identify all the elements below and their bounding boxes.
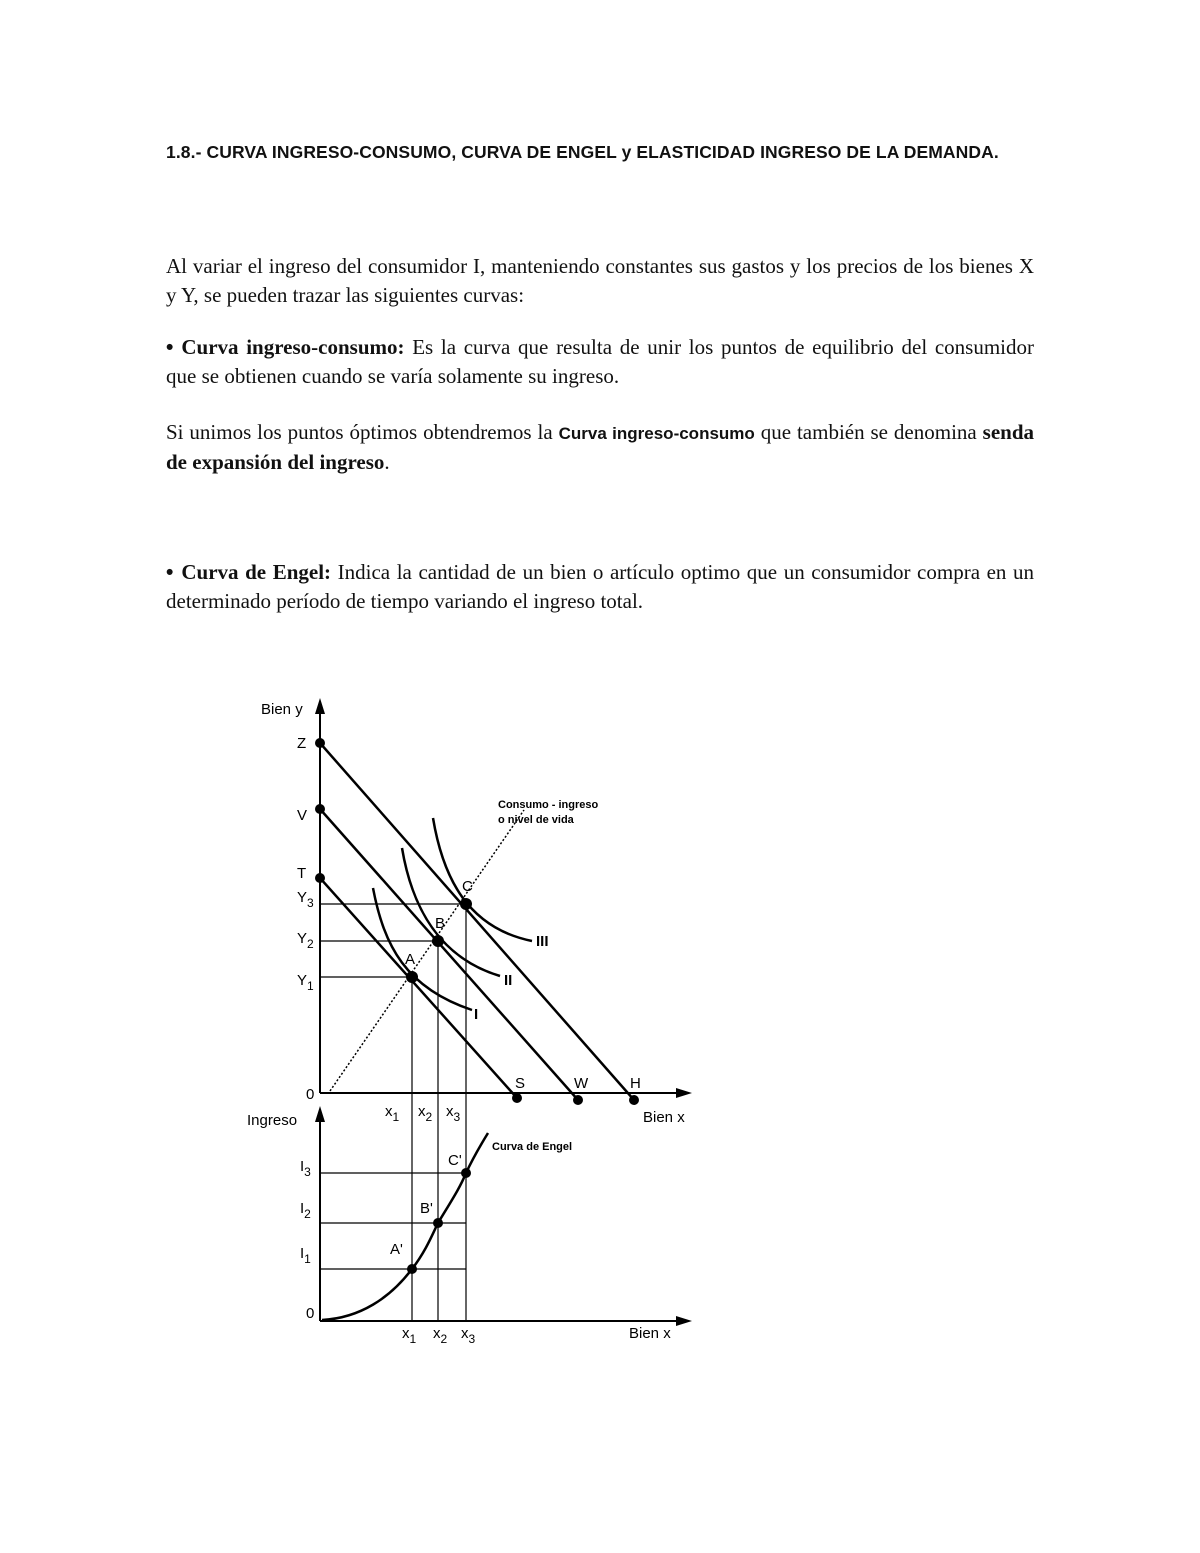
label-I1-sub: 1 [304,1252,311,1266]
x-axis-label-bottom: Bien x [629,1325,671,1342]
label-x1-top-base: x [385,1103,393,1120]
label-I2 [300,1200,311,1221]
label-III: III [536,933,549,950]
section-heading: 1.8.- CURVA INGRESO-CONSUMO, CURVA DE ENGEL y ELASTICIDAD INGRESO DE LA DEMANDA. [166,142,999,162]
point-A [406,971,418,983]
term-senda-expansion: senda de expansión del ingreso [166,420,1035,474]
definition-text: Indica la cantidad de un bien o artículo optimo que un consumidor compra en un determinado período de tiempo variando el ingreso total. [166,560,1035,613]
label-A: A [405,951,416,968]
engel-curve-label: Curva de Engel [492,1141,573,1153]
point-Z [315,738,325,748]
optimal-points-paragraph [166,418,1034,477]
arrow-icon [315,1106,325,1122]
indifference-curve-III [433,818,532,941]
point-H [629,1095,639,1105]
label-x1-bottom [402,1325,417,1346]
label-Y3-sub: 3 [307,896,314,910]
term-curva-ingreso-consumo: Curva ingreso-consumo: [181,335,405,359]
label-I: I [474,1006,479,1023]
icc-label-line2: o nivel de vida [498,814,574,826]
label-I3 [300,1158,311,1179]
label-H: H [630,1075,641,1092]
point-C [460,898,472,910]
budget-line-TS [320,878,517,1098]
point-C-prime [461,1168,471,1178]
label-x3-top [446,1103,461,1124]
point-B [432,935,444,947]
definition-text: Es la curva que resulta de unir los puntos de equilibrio del consumidor que se obtienen cuando se varía solamente su ingreso. [166,335,1034,388]
label-W: W [574,1075,589,1092]
label-Z: Z [297,735,307,752]
bullet-icon: • [166,336,174,359]
bullet-icon: • [166,561,174,584]
origin-top: 0 [306,1086,315,1103]
x-axis-label-top: Bien x [643,1109,685,1126]
label-x2-bottom [433,1325,448,1346]
label-Y2-base: Y [297,930,308,947]
label-I2-sub: 2 [304,1207,311,1221]
label-I1 [300,1245,311,1266]
bullet-curva-engel [166,558,1034,616]
label-T: T [297,865,307,882]
label-I3-base: I [300,1158,305,1175]
label-A-prime: A' [390,1241,403,1258]
text-segment: que también se denomina [760,420,977,444]
engel-curve-diagram [240,688,710,1358]
intro-paragraph: Al variar el ingreso del consumidor I, manteniendo constantes sus gastos y los precios de los bienes X y Y, se pueden trazar las siguientes curvas: [166,254,1034,307]
engel-curve [322,1133,488,1320]
label-Y3 [297,889,314,910]
label-Y1-base: Y [297,972,308,989]
label-B-prime: B' [420,1200,433,1217]
label-x2-top-sub: 2 [425,1110,433,1124]
label-x1-top-sub: 1 [392,1110,400,1124]
label-I1-base: I [300,1245,305,1262]
arrow-icon [676,1088,692,1098]
label-I3-sub: 3 [304,1165,311,1179]
label-Y2 [297,930,314,951]
label-x3-top-base: x [446,1103,454,1120]
bullet-curva-ingreso-consumo [166,333,1034,391]
diagram-svg [240,688,710,1358]
point-W [573,1095,583,1105]
label-x3-bottom-base: x [461,1325,469,1342]
point-T [315,873,325,883]
term-curva-ingreso-consumo-inline: Curva ingreso-consumo [558,424,755,443]
icc-label-line1: Consumo - ingreso [498,799,599,811]
label-Y1-sub: 1 [307,979,314,993]
label-x1-top [385,1103,400,1124]
y-axis-label-top: Bien y [261,701,303,718]
label-x3-top-sub: 3 [453,1110,461,1124]
point-S [512,1093,522,1103]
label-B: B [435,915,446,932]
label-Y3-base: Y [297,889,308,906]
label-x1-bottom-base: x [402,1325,410,1342]
term-curva-engel: Curva de Engel: [181,560,332,584]
label-x2-top-base: x [418,1103,426,1120]
y-axis-label-bottom: Ingreso [247,1112,298,1129]
budget-line-ZH [320,743,634,1100]
label-x3-bottom [461,1325,476,1346]
label-C-prime: C' [448,1152,462,1169]
label-x2-bottom-base: x [433,1325,441,1342]
label-x2-bottom-sub: 2 [440,1332,448,1346]
point-A-prime [407,1264,417,1274]
budget-line-VW [320,809,578,1100]
point-V [315,804,325,814]
label-x2-top [418,1103,433,1124]
label-II: II [504,972,513,989]
arrow-icon [315,698,325,714]
label-x3-bottom-sub: 3 [468,1332,476,1346]
label-S: S [515,1075,526,1092]
label-V: V [297,807,308,824]
label-I2-base: I [300,1200,305,1217]
label-C: C [462,878,473,895]
text-segment: Si unimos los puntos óptimos obtendremos la [166,420,553,444]
text-segment: . [384,450,390,474]
arrow-icon [676,1316,692,1326]
label-x1-bottom-sub: 1 [409,1332,417,1346]
point-B-prime [433,1218,443,1228]
label-Y1 [297,972,314,993]
origin-bottom: 0 [306,1305,315,1322]
label-Y2-sub: 2 [307,937,314,951]
